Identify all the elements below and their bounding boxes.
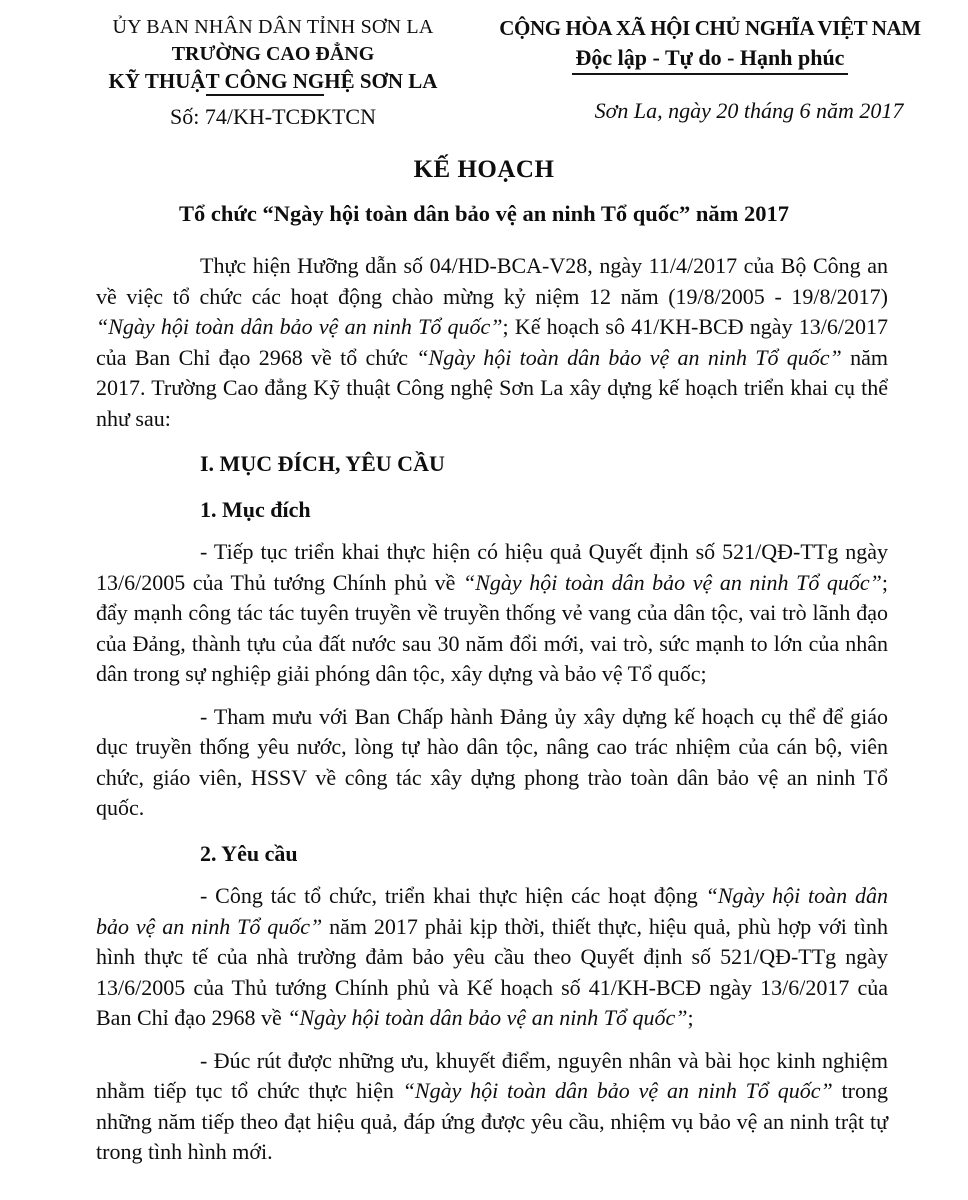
superior-org-name: ỦY BAN NHÂN DÂN TỈNH SƠN LA (112, 16, 434, 38)
document-body (96, 251, 888, 1168)
org-name-line2 (58, 67, 488, 95)
document-subtitle: Tổ chức “Ngày hội toàn dân bảo vệ an ninh Tổ quốc” năm 2017 (178, 201, 790, 226)
org-name-part-start: KỸ THUẬ (108, 69, 206, 93)
national-name: CỘNG HÒA XÃ HỘI CHỦ NGHĨA VIỆT NAM (499, 16, 921, 40)
section-heading (96, 495, 888, 526)
section-heading (96, 839, 888, 870)
text-run: ; Kế hoạch sô 41/KH-BCĐ ngày 13/6/2017 của Ban Chỉ đạo 2968 về tổ chức (96, 314, 888, 370)
text-run: năm 2017. Trường Cao đẳng Kỹ thuật Công nghệ Sơn La xây dựng kế hoạch triển khai cụ thể như sau: (96, 344, 888, 431)
quoted-phrase: “Ngày hội toàn dân bảo vệ an ninh Tổ quốc” (96, 883, 888, 939)
text-run: 2. Yêu cầu (200, 840, 298, 866)
text-run: năm 2017 phải kịp thời, thiết thực, hiệu quả, phù hợp với tình hình thực tế của nhà trường đảm bảo yêu cầu theo Quyết định số 521/QĐ-TTg ngày 13/6/2005 của Thủ tướng Chính phủ và Kế hoạch số 41/KH-BCĐ ngày 13/6/2017 của Ban Chỉ đạo 2968 về (96, 913, 888, 1030)
text-run: - Tham mưu với Ban Chấp hành Đảng ủy xây dựng kế hoạch cụ thể để giáo dục truyền thống yêu nước, lòng tự hào dân tộc, nâng cao trác nhiệm của cán bộ, viên chức, giáo viên, HSSV về công tác xây dựng phong trào toàn dân bảo vệ an ninh Tổ quốc. (96, 703, 888, 820)
org-name-part-underlined: T CÔNG NG (206, 69, 325, 96)
body-paragraph (96, 251, 888, 434)
text-run: ; đẩy mạnh công tác tác tuyên truyền về truyền thống vẻ vang của dân tộc, vai trò lãnh đạo của Đảng, thành tựu của đất nước sau 30 năm đổi mới, vai trò, sức mạnh to lớn của nhân dân trong sự nghiệp giải phóng dân tộc, xây dựng và bảo vệ Tổ quốc; (96, 569, 889, 686)
document-number: Số: 74/KH-TCĐKTCN (170, 104, 376, 129)
national-motto-text: Độc lập - Tự do - Hạnh phúc (572, 45, 849, 75)
text-run: trong những năm tiếp theo đạt hiệu quả, đáp ứng được yêu cầu, nhiệm vụ bảo vệ an ninh trật tự trong tình hình mới. (96, 1078, 888, 1164)
document-header (0, 14, 968, 130)
text-run: - Công tác tổ chức, triển khai thực hiện các hoạt động (200, 883, 706, 908)
national-header-block (488, 14, 932, 130)
quoted-phrase: “Ngày hội toàn dân bảo vệ an ninh Tổ quốc” (402, 1078, 833, 1103)
issuing-org-block (58, 14, 488, 130)
org-name-part-end: HỆ SƠN LA (324, 69, 438, 93)
text-run: ; (687, 1005, 694, 1030)
org-name-line1: TRƯỜNG CAO ĐẲNG (171, 43, 375, 65)
body-paragraph (96, 537, 888, 690)
quoted-phrase: “Ngày hội toàn dân bảo vệ an ninh Tổ quốc” (416, 344, 842, 370)
text-run: - Đúc rút được những ưu, khuyết điểm, nguyên nhân và bài học kinh nghiệm nhằm tiếp tục tổ chức thực hiện (96, 1047, 888, 1103)
body-paragraph (96, 702, 888, 824)
national-motto (488, 45, 932, 75)
title-block (0, 156, 968, 227)
body-paragraph (96, 881, 888, 1034)
section-heading (96, 449, 888, 480)
text-run: 1. Mục đích (200, 496, 311, 522)
document-title: KẾ HOẠCH (413, 156, 555, 183)
quoted-phrase: “Ngày hội toàn dân bảo vệ an ninh Tổ quốc” (463, 569, 882, 595)
quoted-phrase: “Ngày hội toàn dân bảo vệ an ninh Tổ quốc” (287, 1005, 688, 1030)
place-date-line: Sơn La, ngày 20 tháng 6 năm 2017 (594, 98, 904, 123)
quoted-phrase: “Ngày hội toàn dân bảo vệ an ninh Tổ quốc” (96, 314, 503, 339)
text-run: I. MỤC ĐÍCH, YÊU CẦU (200, 451, 445, 476)
text-run: Thực hiện Hưỡng dẫn số 04/HD-BCA-V28, ngày 11/4/2017 của Bộ Công an về việc tổ chức các hoạt động chào mừng kỷ niệm 12 năm (19/8/2005 - 19/8/2017) (96, 253, 888, 309)
body-paragraph (96, 1046, 888, 1168)
text-run: - Tiếp tục triển khai thực hiện có hiệu quả Quyết định số 521/QĐ-TTg ngày 13/6/2005 của Thủ tướng Chính phủ về (96, 539, 888, 595)
